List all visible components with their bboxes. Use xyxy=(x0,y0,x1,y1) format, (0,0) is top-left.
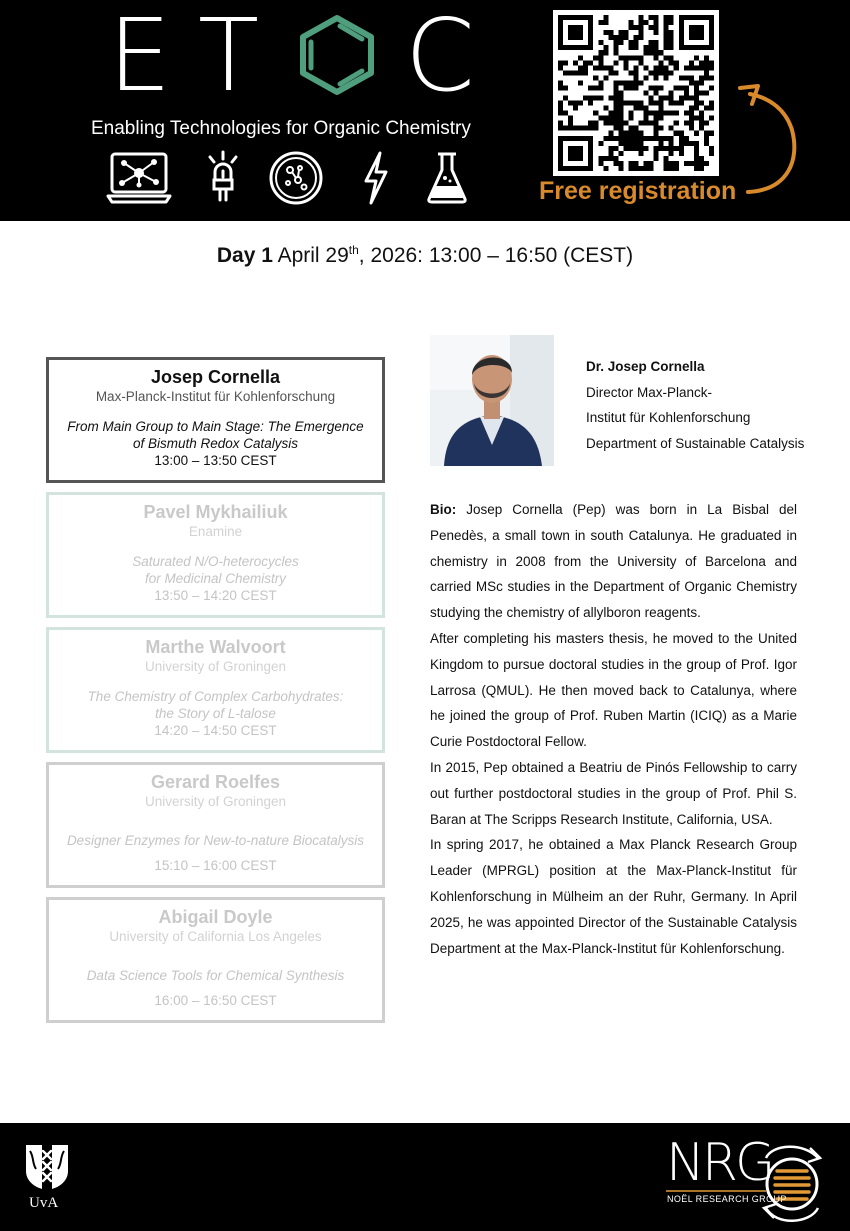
day-heading xyxy=(0,244,850,268)
talk-institution: University of Groningen xyxy=(144,659,287,674)
talk-card-cornella[interactable] xyxy=(46,357,385,483)
talk-institution: Max-Planck-Institut für Kohlenforschung xyxy=(95,389,336,404)
free-registration-label[interactable]: Free registration xyxy=(539,177,737,205)
talk-title-line: of Bismuth Redox Catalysis xyxy=(132,436,299,451)
talk-title-line: Saturated N/O-heterocycles xyxy=(132,554,299,569)
talk-title xyxy=(49,823,382,857)
talk-title xyxy=(49,553,382,587)
day-label: Day 1 xyxy=(216,244,273,267)
uva-label: UvA xyxy=(29,1195,59,1211)
logo-letter-t: T xyxy=(198,0,260,114)
petri-dish-icon xyxy=(268,150,324,206)
speaker-affiliation-line: Institut für Kohlenforschung xyxy=(586,410,751,426)
bio-text: Josep Cornella (Pep) was born in La Bisbal del Penedès, a small town in south Catalunya. He graduated in chemistry in 2008 from the University of Barcelona and carried MSc studies in the Department of Organic Chemistry studying the chemistry of allylboron reagents. xyxy=(430,502,797,621)
talk-card-mykhailiuk[interactable] xyxy=(46,492,385,618)
day-date-suffix: th xyxy=(348,243,359,257)
talk-title xyxy=(49,958,382,992)
logo-letter-e: E xyxy=(108,0,172,114)
flask-icon xyxy=(425,150,469,206)
talk-institution: Enamine xyxy=(188,524,243,539)
talk-time: 14:20 – 14:50 CEST xyxy=(154,723,277,738)
bio-paragraph xyxy=(430,497,797,626)
speaker-info xyxy=(586,354,804,457)
lightning-bolt-icon xyxy=(360,150,392,206)
talk-title xyxy=(49,418,382,452)
talk-title xyxy=(49,688,382,722)
logo-letter-c: C xyxy=(405,0,475,114)
bio-paragraph: In spring 2017, he obtained a Max Planck Research Group Leader (MPRGL) position at the Max-Planck-Institut für Kohlenforschung in Mülheim an der Ruhr, Germany. In April 2025, he was appointed Director of the Sustainable Catalysis Department at the Max-Planck-Institut für Kohlenforschung. xyxy=(430,837,797,956)
speaker-affiliation-line: Director Max-Planck- xyxy=(586,384,713,400)
sponsor-footer xyxy=(0,1123,850,1231)
speaker-name: Dr. Josep Cornella xyxy=(586,359,705,374)
talk-title-line: The Chemistry of Complex Carbohydrates: xyxy=(87,689,344,704)
talk-speaker-name: Abigail Doyle xyxy=(158,907,273,927)
talk-title-line: Designer Enzymes for New-to-nature Biocatalysis xyxy=(66,832,365,848)
talk-title-line: the Story of L-talose xyxy=(155,706,276,721)
speaker-bio xyxy=(430,497,797,961)
talk-card-doyle[interactable] xyxy=(46,897,385,1023)
nrg-subtitle: NOËL RESEARCH GROUP xyxy=(667,1194,787,1204)
talk-title-line: for Medicinal Chemistry xyxy=(144,571,287,586)
talk-time: 16:00 – 16:50 CEST xyxy=(154,993,277,1008)
talk-speaker-name: Josep Cornella xyxy=(150,367,281,387)
talk-title-line: From Main Group to Main Stage: The Emergence xyxy=(67,419,364,434)
speaker-affiliation-line: Department of Sustainable Catalysis xyxy=(586,436,805,452)
talk-time: 13:00 – 13:50 CEST xyxy=(154,453,277,468)
uva-shield-logo xyxy=(24,1143,70,1191)
talk-time: 13:50 – 14:20 CEST xyxy=(154,588,277,603)
event-header xyxy=(0,0,850,221)
laptop-network-icon xyxy=(106,150,172,206)
talk-speaker-name: Gerard Roelfes xyxy=(150,772,281,792)
bio-label: Bio: xyxy=(430,502,457,517)
day-date: April 29 xyxy=(277,244,349,267)
benzene-hexagon-icon xyxy=(294,12,380,98)
talk-title-line: Data Science Tools for Chemical Synthesis xyxy=(86,967,345,983)
registration-qr-code[interactable] xyxy=(553,10,719,176)
day-time-range: , 2026: 13:00 – 16:50 (CEST) xyxy=(358,244,634,267)
talk-institution: University of Groningen xyxy=(144,794,287,809)
talk-institution: University of California Los Angeles xyxy=(109,929,322,944)
nrg-wordmark: NRG xyxy=(666,1133,773,1193)
talk-speaker-name: Marthe Walvoort xyxy=(145,637,286,657)
event-tagline: Enabling Technologies for Organic Chemistry xyxy=(91,118,471,139)
talk-time: 15:10 – 16:00 CEST xyxy=(154,858,277,873)
lightbulb-icon xyxy=(204,150,242,206)
talk-card-roelfes[interactable] xyxy=(46,762,385,888)
talk-card-walvoort[interactable] xyxy=(46,627,385,753)
speaker-photo xyxy=(430,335,554,466)
bio-paragraph: After completing his masters thesis, he moved to the United Kingdom to pursue doctoral studies in the group of Prof. Igor Larrosa (QMUL). He then moved back to Catalunya, where he joined the group of Prof. Ruben Martin (ICIQ) as a Marie Curie Postdoctoral Fellow. xyxy=(430,630,797,750)
talk-speaker-name: Pavel Mykhailiuk xyxy=(143,502,288,522)
bio-paragraph: In 2015, Pep obtained a Beatriu de Pinós Fellowship to carry out further postdoctoral studies in the group of Prof. Phil S. Baran at The Scripps Research Institute, California, USA. xyxy=(430,759,797,827)
